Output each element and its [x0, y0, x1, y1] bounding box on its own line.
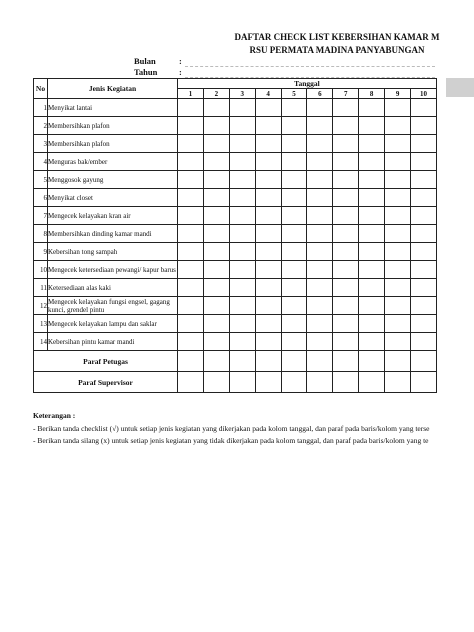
date-column-header: 8 — [359, 89, 385, 99]
check-cell[interactable] — [359, 333, 385, 351]
paraf-cell[interactable] — [411, 372, 437, 393]
check-cell[interactable] — [307, 153, 333, 171]
check-cell[interactable] — [178, 117, 204, 135]
date-column-header: 7 — [333, 89, 359, 99]
check-cell[interactable] — [281, 189, 307, 207]
check-cell[interactable] — [203, 225, 229, 243]
check-cell[interactable] — [255, 243, 281, 261]
row-number: 2 — [34, 117, 48, 135]
row-number: 3 — [34, 135, 48, 153]
check-cell[interactable] — [203, 279, 229, 297]
paraf-cell[interactable] — [281, 372, 307, 393]
check-cell[interactable] — [385, 315, 411, 333]
row-number: 8 — [34, 225, 48, 243]
check-cell[interactable] — [255, 189, 281, 207]
check-cell[interactable] — [178, 225, 204, 243]
check-cell[interactable] — [411, 99, 437, 117]
table-row — [34, 279, 437, 297]
check-cell[interactable] — [281, 99, 307, 117]
check-cell[interactable] — [359, 99, 385, 117]
check-cell[interactable] — [385, 207, 411, 225]
check-cell[interactable] — [333, 225, 359, 243]
check-cell[interactable] — [307, 297, 333, 315]
check-cell[interactable] — [411, 189, 437, 207]
activity-cell: Membersihkan plafon — [48, 135, 178, 153]
check-cell[interactable] — [178, 297, 204, 315]
activity-cell: Menyikat lantai — [48, 99, 178, 117]
row-number: 9 — [34, 243, 48, 261]
paraf-cell[interactable] — [333, 351, 359, 372]
paraf-cell[interactable] — [203, 351, 229, 372]
table-row — [34, 243, 437, 261]
check-cell[interactable] — [229, 243, 255, 261]
check-cell[interactable] — [229, 315, 255, 333]
check-cell[interactable] — [229, 189, 255, 207]
check-cell[interactable] — [203, 153, 229, 171]
check-cell[interactable] — [281, 117, 307, 135]
check-cell[interactable] — [411, 171, 437, 189]
check-cell[interactable] — [203, 189, 229, 207]
check-cell[interactable] — [359, 279, 385, 297]
row-number: 13 — [34, 315, 48, 333]
check-cell[interactable] — [411, 117, 437, 135]
check-cell[interactable] — [307, 207, 333, 225]
bulan-separator: : — [179, 56, 182, 66]
check-cell[interactable] — [385, 225, 411, 243]
check-cell[interactable] — [359, 315, 385, 333]
check-cell[interactable] — [229, 117, 255, 135]
table-row — [34, 153, 437, 171]
check-cell[interactable] — [229, 261, 255, 279]
check-cell[interactable] — [411, 207, 437, 225]
check-cell[interactable] — [385, 153, 411, 171]
check-cell[interactable] — [229, 225, 255, 243]
check-cell[interactable] — [307, 261, 333, 279]
check-cell[interactable] — [281, 225, 307, 243]
check-cell[interactable] — [281, 171, 307, 189]
check-cell[interactable] — [359, 297, 385, 315]
check-cell[interactable] — [281, 297, 307, 315]
activity-cell: Mengecek kelayakan kran air — [48, 207, 178, 225]
check-cell[interactable] — [411, 297, 437, 315]
row-number: 11 — [34, 279, 48, 297]
check-cell[interactable] — [307, 189, 333, 207]
bulan-fill-line — [185, 66, 435, 67]
paraf-cell[interactable] — [281, 351, 307, 372]
check-cell[interactable] — [333, 261, 359, 279]
activity-cell: Membersihkan plafon — [48, 117, 178, 135]
date-column-header: 10 — [411, 89, 437, 99]
check-cell[interactable] — [333, 153, 359, 171]
table-row — [34, 261, 437, 279]
tahun-label: Tahun — [134, 67, 158, 77]
check-cell[interactable] — [307, 171, 333, 189]
check-cell[interactable] — [333, 99, 359, 117]
check-cell[interactable] — [255, 315, 281, 333]
check-cell[interactable] — [255, 135, 281, 153]
check-cell[interactable] — [281, 333, 307, 351]
check-cell[interactable] — [281, 261, 307, 279]
table-row — [34, 189, 437, 207]
date-column-header: 1 — [178, 89, 204, 99]
paraf-cell[interactable] — [178, 351, 204, 372]
check-cell[interactable] — [229, 279, 255, 297]
check-cell[interactable] — [385, 99, 411, 117]
check-cell[interactable] — [307, 333, 333, 351]
paraf-petugas-row — [34, 351, 437, 372]
check-cell[interactable] — [178, 333, 204, 351]
keterangan-line-1: - Berikan tanda checklist (√) untuk setiap jenis kegiatan yang dikerjakan pada kolom tanggal, dan paraf pada baris/kolom yang terse — [33, 424, 430, 433]
check-cell[interactable] — [178, 171, 204, 189]
check-cell[interactable] — [203, 261, 229, 279]
check-cell[interactable] — [411, 135, 437, 153]
table-row — [34, 171, 437, 189]
check-cell[interactable] — [178, 207, 204, 225]
check-cell[interactable] — [333, 189, 359, 207]
check-cell[interactable] — [307, 99, 333, 117]
row-number: 5 — [34, 171, 48, 189]
check-cell[interactable] — [333, 117, 359, 135]
date-column-header: 2 — [203, 89, 229, 99]
paraf-cell[interactable] — [255, 351, 281, 372]
check-cell[interactable] — [203, 207, 229, 225]
check-cell[interactable] — [333, 279, 359, 297]
check-cell[interactable] — [203, 297, 229, 315]
check-cell[interactable] — [178, 135, 204, 153]
date-column-header: 6 — [307, 89, 333, 99]
check-cell[interactable] — [333, 207, 359, 225]
paraf-petugas-label: Paraf Petugas — [34, 351, 178, 372]
check-cell[interactable] — [229, 153, 255, 171]
check-cell[interactable] — [255, 99, 281, 117]
check-cell[interactable] — [178, 99, 204, 117]
row-number: 1 — [34, 99, 48, 117]
check-cell[interactable] — [411, 153, 437, 171]
col-no-header: No — [34, 79, 48, 99]
paraf-supervisor-row — [34, 372, 437, 393]
date-column-header: 4 — [255, 89, 281, 99]
paraf-cell[interactable] — [255, 372, 281, 393]
check-cell[interactable] — [203, 171, 229, 189]
check-cell[interactable] — [359, 207, 385, 225]
table-row — [34, 297, 437, 315]
check-cell[interactable] — [281, 243, 307, 261]
check-cell[interactable] — [359, 189, 385, 207]
check-cell[interactable] — [307, 225, 333, 243]
document-title-line-2: RSU PERMATA MADINA PANYABUNGAN — [249, 45, 425, 55]
check-cell[interactable] — [307, 243, 333, 261]
check-cell[interactable] — [229, 171, 255, 189]
check-cell[interactable] — [229, 135, 255, 153]
check-cell[interactable] — [203, 135, 229, 153]
check-cell[interactable] — [255, 261, 281, 279]
check-cell[interactable] — [333, 315, 359, 333]
table-row — [34, 135, 437, 153]
row-number: 10 — [34, 261, 48, 279]
check-cell[interactable] — [411, 243, 437, 261]
paraf-cell[interactable] — [229, 372, 255, 393]
check-cell[interactable] — [255, 297, 281, 315]
activity-cell: Menguras bak/ember — [48, 153, 178, 171]
check-cell[interactable] — [385, 189, 411, 207]
activity-cell: Ketersediaan alas kaki — [48, 279, 178, 297]
check-cell[interactable] — [385, 243, 411, 261]
check-cell[interactable] — [411, 261, 437, 279]
check-cell[interactable] — [385, 333, 411, 351]
table-row — [34, 117, 437, 135]
paraf-cell[interactable] — [307, 372, 333, 393]
check-cell[interactable] — [307, 315, 333, 333]
col-tanggal-header: Tanggal — [178, 79, 437, 89]
table-row — [34, 315, 437, 333]
activity-cell: Mengecek ketersediaan pewangi/ kapur barus — [48, 261, 178, 279]
checklist-table — [33, 78, 437, 393]
check-cell[interactable] — [229, 333, 255, 351]
paraf-cell[interactable] — [178, 372, 204, 393]
check-cell[interactable] — [411, 225, 437, 243]
check-cell[interactable] — [359, 261, 385, 279]
check-cell[interactable] — [229, 99, 255, 117]
activity-cell: Kebersihan pintu kamar mandi — [48, 333, 178, 351]
check-cell[interactable] — [203, 99, 229, 117]
row-number: 4 — [34, 153, 48, 171]
check-cell[interactable] — [411, 315, 437, 333]
paraf-cell[interactable] — [229, 351, 255, 372]
date-column-header: 5 — [281, 89, 307, 99]
keterangan-line-2: - Berikan tanda silang (x) untuk setiap jenis kegiatan yang tidak dikerjakan pada kolom tanggal, dan paraf pada baris/kolom yang te — [33, 436, 429, 445]
activity-cell: Menyikat closet — [48, 189, 178, 207]
check-cell[interactable] — [385, 297, 411, 315]
check-cell[interactable] — [333, 171, 359, 189]
check-cell[interactable] — [385, 135, 411, 153]
table-row — [34, 99, 437, 117]
check-cell[interactable] — [178, 261, 204, 279]
row-number: 7 — [34, 207, 48, 225]
paraf-cell[interactable] — [359, 351, 385, 372]
check-cell[interactable] — [411, 333, 437, 351]
check-cell[interactable] — [385, 117, 411, 135]
check-cell[interactable] — [359, 135, 385, 153]
check-cell[interactable] — [411, 279, 437, 297]
row-number: 12 — [34, 297, 48, 315]
check-cell[interactable] — [385, 171, 411, 189]
paraf-cell[interactable] — [307, 351, 333, 372]
check-cell[interactable] — [359, 225, 385, 243]
check-cell[interactable] — [203, 315, 229, 333]
check-cell[interactable] — [359, 171, 385, 189]
check-cell[interactable] — [281, 279, 307, 297]
check-cell[interactable] — [203, 333, 229, 351]
paraf-cell[interactable] — [359, 372, 385, 393]
row-number: 14 — [34, 333, 48, 351]
check-cell[interactable] — [307, 279, 333, 297]
table-row — [34, 225, 437, 243]
check-cell[interactable] — [385, 279, 411, 297]
activity-cell: Membersihkan dinding kamar mandi — [48, 225, 178, 243]
row-number: 6 — [34, 189, 48, 207]
table-row — [34, 207, 437, 225]
paraf-cell[interactable] — [203, 372, 229, 393]
activity-cell: Mengecek kelayakan fungsi engsel, gagang kunci, grendel pintu — [48, 297, 178, 315]
check-cell[interactable] — [359, 243, 385, 261]
check-cell[interactable] — [333, 243, 359, 261]
tahun-separator: : — [179, 67, 182, 77]
check-cell[interactable] — [255, 279, 281, 297]
check-cell[interactable] — [229, 207, 255, 225]
check-cell[interactable] — [255, 117, 281, 135]
col-activity-header: Jenis Kegiatan — [48, 79, 178, 99]
check-cell[interactable] — [333, 135, 359, 153]
keterangan-title: Keterangan : — [33, 411, 76, 420]
date-column-header: 3 — [229, 89, 255, 99]
date-column-header: 9 — [385, 89, 411, 99]
paraf-cell[interactable] — [385, 372, 411, 393]
paraf-cell[interactable] — [411, 351, 437, 372]
document-title-line-1: DAFTAR CHECK LIST KEBERSIHAN KAMAR M — [234, 32, 440, 42]
check-cell[interactable] — [255, 207, 281, 225]
check-cell[interactable] — [178, 315, 204, 333]
activity-cell: Mengecek kelayakan lampu dan saklar — [48, 315, 178, 333]
check-cell[interactable] — [281, 207, 307, 225]
check-cell[interactable] — [255, 153, 281, 171]
check-cell[interactable] — [203, 243, 229, 261]
activity-cell: Kebersihan tong sampah — [48, 243, 178, 261]
check-cell[interactable] — [333, 297, 359, 315]
check-cell[interactable] — [307, 117, 333, 135]
check-cell[interactable] — [359, 153, 385, 171]
check-cell[interactable] — [359, 117, 385, 135]
header-grey-band — [446, 78, 474, 97]
check-cell[interactable] — [203, 117, 229, 135]
check-cell[interactable] — [255, 225, 281, 243]
paraf-supervisor-label: Paraf Supervisor — [34, 372, 178, 393]
check-cell[interactable] — [178, 189, 204, 207]
check-cell[interactable] — [178, 243, 204, 261]
bulan-label: Bulan — [134, 56, 156, 66]
check-cell[interactable] — [281, 135, 307, 153]
check-cell[interactable] — [385, 261, 411, 279]
check-cell[interactable] — [229, 297, 255, 315]
check-cell[interactable] — [333, 333, 359, 351]
table-row — [34, 333, 437, 351]
paraf-cell[interactable] — [333, 372, 359, 393]
check-cell[interactable] — [307, 135, 333, 153]
check-cell[interactable] — [255, 171, 281, 189]
check-cell[interactable] — [178, 279, 204, 297]
check-cell[interactable] — [281, 153, 307, 171]
check-cell[interactable] — [255, 333, 281, 351]
check-cell[interactable] — [178, 153, 204, 171]
activity-cell: Menggosok gayung — [48, 171, 178, 189]
paraf-cell[interactable] — [385, 351, 411, 372]
check-cell[interactable] — [281, 315, 307, 333]
